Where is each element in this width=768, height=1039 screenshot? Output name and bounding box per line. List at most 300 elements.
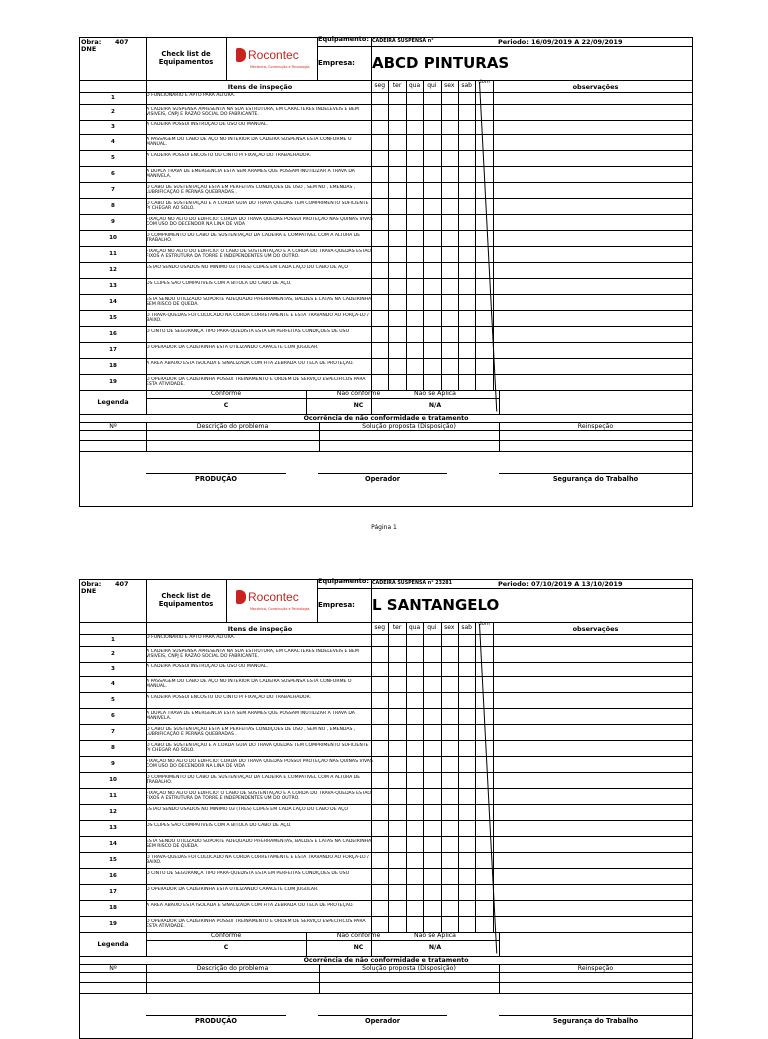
- check-cell-ter[interactable]: [388, 294, 405, 310]
- observation-cell[interactable]: [499, 708, 692, 724]
- check-cell-sex[interactable]: [441, 852, 458, 868]
- check-cell-seg[interactable]: [371, 246, 388, 262]
- observation-cell[interactable]: [499, 836, 692, 852]
- check-cell-sex[interactable]: [441, 246, 458, 262]
- check-cell-sab[interactable]: [458, 374, 475, 390]
- check-cell-ter[interactable]: [388, 246, 405, 262]
- check-cell-dom[interactable]: [475, 374, 492, 390]
- check-cell-qua[interactable]: [406, 120, 423, 134]
- check-cell-qui[interactable]: [423, 836, 440, 852]
- check-cell-sex[interactable]: [441, 104, 458, 120]
- check-cell-dom[interactable]: [475, 358, 492, 374]
- check-cell-qua[interactable]: [406, 134, 423, 150]
- check-cell-dom[interactable]: [475, 900, 492, 916]
- check-cell-dom[interactable]: [475, 884, 492, 900]
- check-cell-qui[interactable]: [423, 120, 440, 134]
- check-cell-ter[interactable]: [388, 92, 405, 104]
- observation-cell[interactable]: [499, 262, 692, 278]
- check-cell-seg[interactable]: [371, 92, 388, 104]
- check-cell-dom[interactable]: [475, 104, 492, 120]
- check-cell-qui[interactable]: [423, 884, 440, 900]
- check-cell-sex[interactable]: [441, 662, 458, 676]
- check-cell-qui[interactable]: [423, 342, 440, 358]
- check-cell-sab[interactable]: [458, 150, 475, 166]
- observation-cell[interactable]: [499, 662, 692, 676]
- nc-cell[interactable]: [80, 972, 146, 982]
- check-cell-ter[interactable]: [388, 214, 405, 230]
- check-cell-qua[interactable]: [406, 646, 423, 662]
- check-cell-sab[interactable]: [458, 724, 475, 740]
- check-cell-sab[interactable]: [458, 646, 475, 662]
- check-cell-qui[interactable]: [423, 198, 440, 214]
- check-cell-qua[interactable]: [406, 150, 423, 166]
- check-cell-qua[interactable]: [406, 884, 423, 900]
- check-cell-sex[interactable]: [441, 634, 458, 646]
- check-cell-sab[interactable]: [458, 104, 475, 120]
- check-cell-sex[interactable]: [441, 310, 458, 326]
- check-cell-sab[interactable]: [458, 310, 475, 326]
- check-cell-sab[interactable]: [458, 756, 475, 772]
- check-cell-sex[interactable]: [441, 756, 458, 772]
- check-cell-sex[interactable]: [441, 358, 458, 374]
- check-cell-sex[interactable]: [441, 374, 458, 390]
- check-cell-qui[interactable]: [423, 230, 440, 246]
- check-cell-seg[interactable]: [371, 198, 388, 214]
- check-cell-sex[interactable]: [441, 230, 458, 246]
- check-cell-dom[interactable]: [475, 676, 492, 692]
- check-cell-sab[interactable]: [458, 198, 475, 214]
- check-cell-sex[interactable]: [441, 92, 458, 104]
- check-cell-ter[interactable]: [388, 326, 405, 342]
- check-cell-qui[interactable]: [423, 724, 440, 740]
- check-cell-qui[interactable]: [423, 692, 440, 708]
- check-cell-qui[interactable]: [423, 326, 440, 342]
- check-cell-sab[interactable]: [458, 900, 475, 916]
- check-cell-sex[interactable]: [441, 740, 458, 756]
- check-cell-qua[interactable]: [406, 836, 423, 852]
- check-cell-sex[interactable]: [441, 772, 458, 788]
- check-cell-sab[interactable]: [458, 662, 475, 676]
- check-cell-qua[interactable]: [406, 852, 423, 868]
- check-cell-seg[interactable]: [371, 804, 388, 820]
- check-cell-ter[interactable]: [388, 916, 405, 932]
- check-cell-qua[interactable]: [406, 692, 423, 708]
- observation-cell[interactable]: [499, 198, 692, 214]
- check-cell-qua[interactable]: [406, 310, 423, 326]
- check-cell-seg[interactable]: [371, 230, 388, 246]
- check-cell-seg[interactable]: [371, 884, 388, 900]
- check-cell-qua[interactable]: [406, 772, 423, 788]
- check-cell-seg[interactable]: [371, 756, 388, 772]
- check-cell-qui[interactable]: [423, 214, 440, 230]
- check-cell-qua[interactable]: [406, 246, 423, 262]
- check-cell-qua[interactable]: [406, 374, 423, 390]
- check-cell-qua[interactable]: [406, 756, 423, 772]
- check-cell-sex[interactable]: [441, 692, 458, 708]
- check-cell-sex[interactable]: [441, 166, 458, 182]
- check-cell-qua[interactable]: [406, 740, 423, 756]
- check-cell-qui[interactable]: [423, 182, 440, 198]
- check-cell-seg[interactable]: [371, 772, 388, 788]
- check-cell-ter[interactable]: [388, 662, 405, 676]
- check-cell-qua[interactable]: [406, 788, 423, 804]
- check-cell-qui[interactable]: [423, 676, 440, 692]
- nc-cell[interactable]: [146, 440, 319, 451]
- check-cell-seg[interactable]: [371, 374, 388, 390]
- check-cell-qua[interactable]: [406, 326, 423, 342]
- check-cell-sex[interactable]: [441, 900, 458, 916]
- check-cell-ter[interactable]: [388, 804, 405, 820]
- observation-cell[interactable]: [499, 634, 692, 646]
- check-cell-ter[interactable]: [388, 262, 405, 278]
- check-cell-ter[interactable]: [388, 198, 405, 214]
- check-cell-sab[interactable]: [458, 246, 475, 262]
- check-cell-qua[interactable]: [406, 92, 423, 104]
- observation-cell[interactable]: [499, 150, 692, 166]
- check-cell-seg[interactable]: [371, 278, 388, 294]
- check-cell-qua[interactable]: [406, 278, 423, 294]
- check-cell-qua[interactable]: [406, 198, 423, 214]
- check-cell-dom[interactable]: [475, 756, 492, 772]
- check-cell-sex[interactable]: [441, 278, 458, 294]
- check-cell-ter[interactable]: [388, 820, 405, 836]
- check-cell-sab[interactable]: [458, 134, 475, 150]
- check-cell-sab[interactable]: [458, 676, 475, 692]
- check-cell-sab[interactable]: [458, 294, 475, 310]
- check-cell-sab[interactable]: [458, 182, 475, 198]
- check-cell-seg[interactable]: [371, 836, 388, 852]
- check-cell-qua[interactable]: [406, 166, 423, 182]
- nc-cell[interactable]: [80, 440, 146, 451]
- check-cell-qua[interactable]: [406, 104, 423, 120]
- check-cell-dom[interactable]: [475, 788, 492, 804]
- observation-cell[interactable]: [499, 182, 692, 198]
- check-cell-dom[interactable]: [475, 646, 492, 662]
- check-cell-sex[interactable]: [441, 724, 458, 740]
- check-cell-dom[interactable]: [475, 634, 492, 646]
- check-cell-ter[interactable]: [388, 788, 405, 804]
- check-cell-qua[interactable]: [406, 676, 423, 692]
- check-cell-ter[interactable]: [388, 900, 405, 916]
- nc-cell[interactable]: [499, 440, 692, 451]
- observation-cell[interactable]: [499, 120, 692, 134]
- check-cell-dom[interactable]: [475, 772, 492, 788]
- check-cell-seg[interactable]: [371, 150, 388, 166]
- nc-cell[interactable]: [146, 430, 319, 440]
- check-cell-qui[interactable]: [423, 820, 440, 836]
- observation-cell[interactable]: [499, 692, 692, 708]
- check-cell-qui[interactable]: [423, 294, 440, 310]
- check-cell-sex[interactable]: [441, 916, 458, 932]
- check-cell-seg[interactable]: [371, 820, 388, 836]
- observation-cell[interactable]: [499, 134, 692, 150]
- check-cell-qui[interactable]: [423, 916, 440, 932]
- check-cell-seg[interactable]: [371, 900, 388, 916]
- observation-cell[interactable]: [499, 294, 692, 310]
- check-cell-seg[interactable]: [371, 634, 388, 646]
- check-cell-qui[interactable]: [423, 104, 440, 120]
- check-cell-dom[interactable]: [475, 662, 492, 676]
- nc-cell[interactable]: [319, 440, 499, 451]
- check-cell-sex[interactable]: [441, 262, 458, 278]
- check-cell-sex[interactable]: [441, 134, 458, 150]
- check-cell-ter[interactable]: [388, 134, 405, 150]
- check-cell-dom[interactable]: [475, 120, 492, 134]
- nc-cell[interactable]: [146, 982, 319, 993]
- nc-cell[interactable]: [80, 430, 146, 440]
- check-cell-sex[interactable]: [441, 150, 458, 166]
- check-cell-ter[interactable]: [388, 374, 405, 390]
- check-cell-ter[interactable]: [388, 646, 405, 662]
- check-cell-dom[interactable]: [475, 230, 492, 246]
- check-cell-sex[interactable]: [441, 120, 458, 134]
- check-cell-ter[interactable]: [388, 852, 405, 868]
- check-cell-seg[interactable]: [371, 262, 388, 278]
- observation-cell[interactable]: [499, 852, 692, 868]
- observation-cell[interactable]: [499, 772, 692, 788]
- nc-cell[interactable]: [499, 982, 692, 993]
- check-cell-sab[interactable]: [458, 916, 475, 932]
- observation-cell[interactable]: [499, 676, 692, 692]
- check-cell-qui[interactable]: [423, 662, 440, 676]
- observation-cell[interactable]: [499, 884, 692, 900]
- check-cell-qua[interactable]: [406, 662, 423, 676]
- check-cell-sab[interactable]: [458, 166, 475, 182]
- check-cell-qui[interactable]: [423, 166, 440, 182]
- check-cell-ter[interactable]: [388, 740, 405, 756]
- check-cell-qua[interactable]: [406, 724, 423, 740]
- check-cell-qui[interactable]: [423, 150, 440, 166]
- check-cell-seg[interactable]: [371, 182, 388, 198]
- check-cell-seg[interactable]: [371, 852, 388, 868]
- check-cell-qui[interactable]: [423, 134, 440, 150]
- check-cell-seg[interactable]: [371, 214, 388, 230]
- check-cell-sex[interactable]: [441, 342, 458, 358]
- observation-cell[interactable]: [499, 820, 692, 836]
- nc-cell[interactable]: [146, 972, 319, 982]
- check-cell-qui[interactable]: [423, 646, 440, 662]
- check-cell-sex[interactable]: [441, 182, 458, 198]
- check-cell-ter[interactable]: [388, 120, 405, 134]
- observation-cell[interactable]: [499, 788, 692, 804]
- check-cell-ter[interactable]: [388, 182, 405, 198]
- check-cell-seg[interactable]: [371, 916, 388, 932]
- check-cell-ter[interactable]: [388, 150, 405, 166]
- check-cell-qua[interactable]: [406, 294, 423, 310]
- check-cell-sab[interactable]: [458, 772, 475, 788]
- check-cell-qui[interactable]: [423, 868, 440, 884]
- observation-cell[interactable]: [499, 804, 692, 820]
- check-cell-seg[interactable]: [371, 120, 388, 134]
- check-cell-qua[interactable]: [406, 868, 423, 884]
- check-cell-dom[interactable]: [475, 198, 492, 214]
- check-cell-dom[interactable]: [475, 92, 492, 104]
- check-cell-qua[interactable]: [406, 230, 423, 246]
- observation-cell[interactable]: [499, 246, 692, 262]
- check-cell-sab[interactable]: [458, 262, 475, 278]
- check-cell-qua[interactable]: [406, 262, 423, 278]
- check-cell-dom[interactable]: [475, 246, 492, 262]
- check-cell-qua[interactable]: [406, 214, 423, 230]
- check-cell-qui[interactable]: [423, 804, 440, 820]
- nc-cell[interactable]: [80, 982, 146, 993]
- check-cell-qui[interactable]: [423, 634, 440, 646]
- observation-cell[interactable]: [499, 326, 692, 342]
- check-cell-qui[interactable]: [423, 740, 440, 756]
- observation-cell[interactable]: [499, 756, 692, 772]
- check-cell-sab[interactable]: [458, 92, 475, 104]
- observation-cell[interactable]: [499, 230, 692, 246]
- check-cell-sab[interactable]: [458, 788, 475, 804]
- check-cell-sex[interactable]: [441, 676, 458, 692]
- check-cell-qua[interactable]: [406, 708, 423, 724]
- check-cell-sex[interactable]: [441, 294, 458, 310]
- check-cell-sab[interactable]: [458, 852, 475, 868]
- check-cell-ter[interactable]: [388, 724, 405, 740]
- observation-cell[interactable]: [499, 342, 692, 358]
- nc-cell[interactable]: [499, 972, 692, 982]
- check-cell-sab[interactable]: [458, 804, 475, 820]
- nc-cell[interactable]: [319, 430, 499, 440]
- check-cell-ter[interactable]: [388, 676, 405, 692]
- check-cell-sab[interactable]: [458, 884, 475, 900]
- check-cell-ter[interactable]: [388, 884, 405, 900]
- check-cell-sab[interactable]: [458, 358, 475, 374]
- check-cell-seg[interactable]: [371, 358, 388, 374]
- check-cell-sab[interactable]: [458, 120, 475, 134]
- check-cell-sex[interactable]: [441, 788, 458, 804]
- check-cell-sex[interactable]: [441, 820, 458, 836]
- check-cell-sex[interactable]: [441, 708, 458, 724]
- observation-cell[interactable]: [499, 868, 692, 884]
- observation-cell[interactable]: [499, 214, 692, 230]
- check-cell-qua[interactable]: [406, 900, 423, 916]
- check-cell-sab[interactable]: [458, 740, 475, 756]
- check-cell-seg[interactable]: [371, 708, 388, 724]
- check-cell-qua[interactable]: [406, 820, 423, 836]
- check-cell-qua[interactable]: [406, 358, 423, 374]
- observation-cell[interactable]: [499, 374, 692, 390]
- check-cell-seg[interactable]: [371, 326, 388, 342]
- check-cell-seg[interactable]: [371, 294, 388, 310]
- check-cell-seg[interactable]: [371, 646, 388, 662]
- check-cell-qui[interactable]: [423, 92, 440, 104]
- check-cell-seg[interactable]: [371, 724, 388, 740]
- check-cell-sab[interactable]: [458, 708, 475, 724]
- check-cell-sab[interactable]: [458, 326, 475, 342]
- nc-cell[interactable]: [499, 430, 692, 440]
- check-cell-qui[interactable]: [423, 278, 440, 294]
- check-cell-seg[interactable]: [371, 134, 388, 150]
- check-cell-sex[interactable]: [441, 214, 458, 230]
- observation-cell[interactable]: [499, 740, 692, 756]
- check-cell-sab[interactable]: [458, 278, 475, 294]
- observation-cell[interactable]: [499, 92, 692, 104]
- check-cell-sab[interactable]: [458, 820, 475, 836]
- check-cell-seg[interactable]: [371, 310, 388, 326]
- observation-cell[interactable]: [499, 900, 692, 916]
- check-cell-qui[interactable]: [423, 246, 440, 262]
- check-cell-sex[interactable]: [441, 836, 458, 852]
- check-cell-sab[interactable]: [458, 230, 475, 246]
- check-cell-seg[interactable]: [371, 788, 388, 804]
- observation-cell[interactable]: [499, 104, 692, 120]
- check-cell-qui[interactable]: [423, 374, 440, 390]
- check-cell-seg[interactable]: [371, 868, 388, 884]
- check-cell-seg[interactable]: [371, 740, 388, 756]
- observation-cell[interactable]: [499, 724, 692, 740]
- check-cell-sab[interactable]: [458, 692, 475, 708]
- check-cell-dom[interactable]: [475, 342, 492, 358]
- observation-cell[interactable]: [499, 916, 692, 932]
- check-cell-qui[interactable]: [423, 756, 440, 772]
- check-cell-seg[interactable]: [371, 662, 388, 676]
- observation-cell[interactable]: [499, 278, 692, 294]
- observation-cell[interactable]: [499, 646, 692, 662]
- check-cell-seg[interactable]: [371, 166, 388, 182]
- check-cell-dom[interactable]: [475, 868, 492, 884]
- check-cell-sab[interactable]: [458, 214, 475, 230]
- check-cell-ter[interactable]: [388, 230, 405, 246]
- check-cell-qui[interactable]: [423, 310, 440, 326]
- check-cell-sex[interactable]: [441, 198, 458, 214]
- check-cell-dom[interactable]: [475, 134, 492, 150]
- check-cell-ter[interactable]: [388, 756, 405, 772]
- check-cell-ter[interactable]: [388, 358, 405, 374]
- check-cell-qua[interactable]: [406, 916, 423, 932]
- check-cell-sex[interactable]: [441, 646, 458, 662]
- observation-cell[interactable]: [499, 358, 692, 374]
- check-cell-qui[interactable]: [423, 772, 440, 788]
- check-cell-sab[interactable]: [458, 868, 475, 884]
- check-cell-sex[interactable]: [441, 868, 458, 884]
- observation-cell[interactable]: [499, 310, 692, 326]
- check-cell-dom[interactable]: [475, 326, 492, 342]
- check-cell-qua[interactable]: [406, 342, 423, 358]
- check-cell-ter[interactable]: [388, 634, 405, 646]
- check-cell-ter[interactable]: [388, 868, 405, 884]
- check-cell-dom[interactable]: [475, 214, 492, 230]
- nc-cell[interactable]: [319, 982, 499, 993]
- check-cell-qui[interactable]: [423, 788, 440, 804]
- check-cell-qui[interactable]: [423, 262, 440, 278]
- check-cell-qui[interactable]: [423, 852, 440, 868]
- check-cell-sex[interactable]: [441, 326, 458, 342]
- check-cell-ter[interactable]: [388, 166, 405, 182]
- check-cell-qui[interactable]: [423, 900, 440, 916]
- check-cell-seg[interactable]: [371, 342, 388, 358]
- check-cell-qui[interactable]: [423, 358, 440, 374]
- check-cell-ter[interactable]: [388, 708, 405, 724]
- check-cell-qui[interactable]: [423, 708, 440, 724]
- check-cell-sab[interactable]: [458, 836, 475, 852]
- check-cell-ter[interactable]: [388, 104, 405, 120]
- observation-cell[interactable]: [499, 166, 692, 182]
- nc-cell[interactable]: [319, 972, 499, 982]
- check-cell-seg[interactable]: [371, 676, 388, 692]
- check-cell-dom[interactable]: [475, 916, 492, 932]
- check-cell-ter[interactable]: [388, 692, 405, 708]
- check-cell-ter[interactable]: [388, 836, 405, 852]
- check-cell-qua[interactable]: [406, 804, 423, 820]
- check-cell-dom[interactable]: [475, 740, 492, 756]
- check-cell-qua[interactable]: [406, 634, 423, 646]
- check-cell-seg[interactable]: [371, 692, 388, 708]
- check-cell-sab[interactable]: [458, 634, 475, 646]
- check-cell-qua[interactable]: [406, 182, 423, 198]
- check-cell-ter[interactable]: [388, 772, 405, 788]
- check-cell-ter[interactable]: [388, 310, 405, 326]
